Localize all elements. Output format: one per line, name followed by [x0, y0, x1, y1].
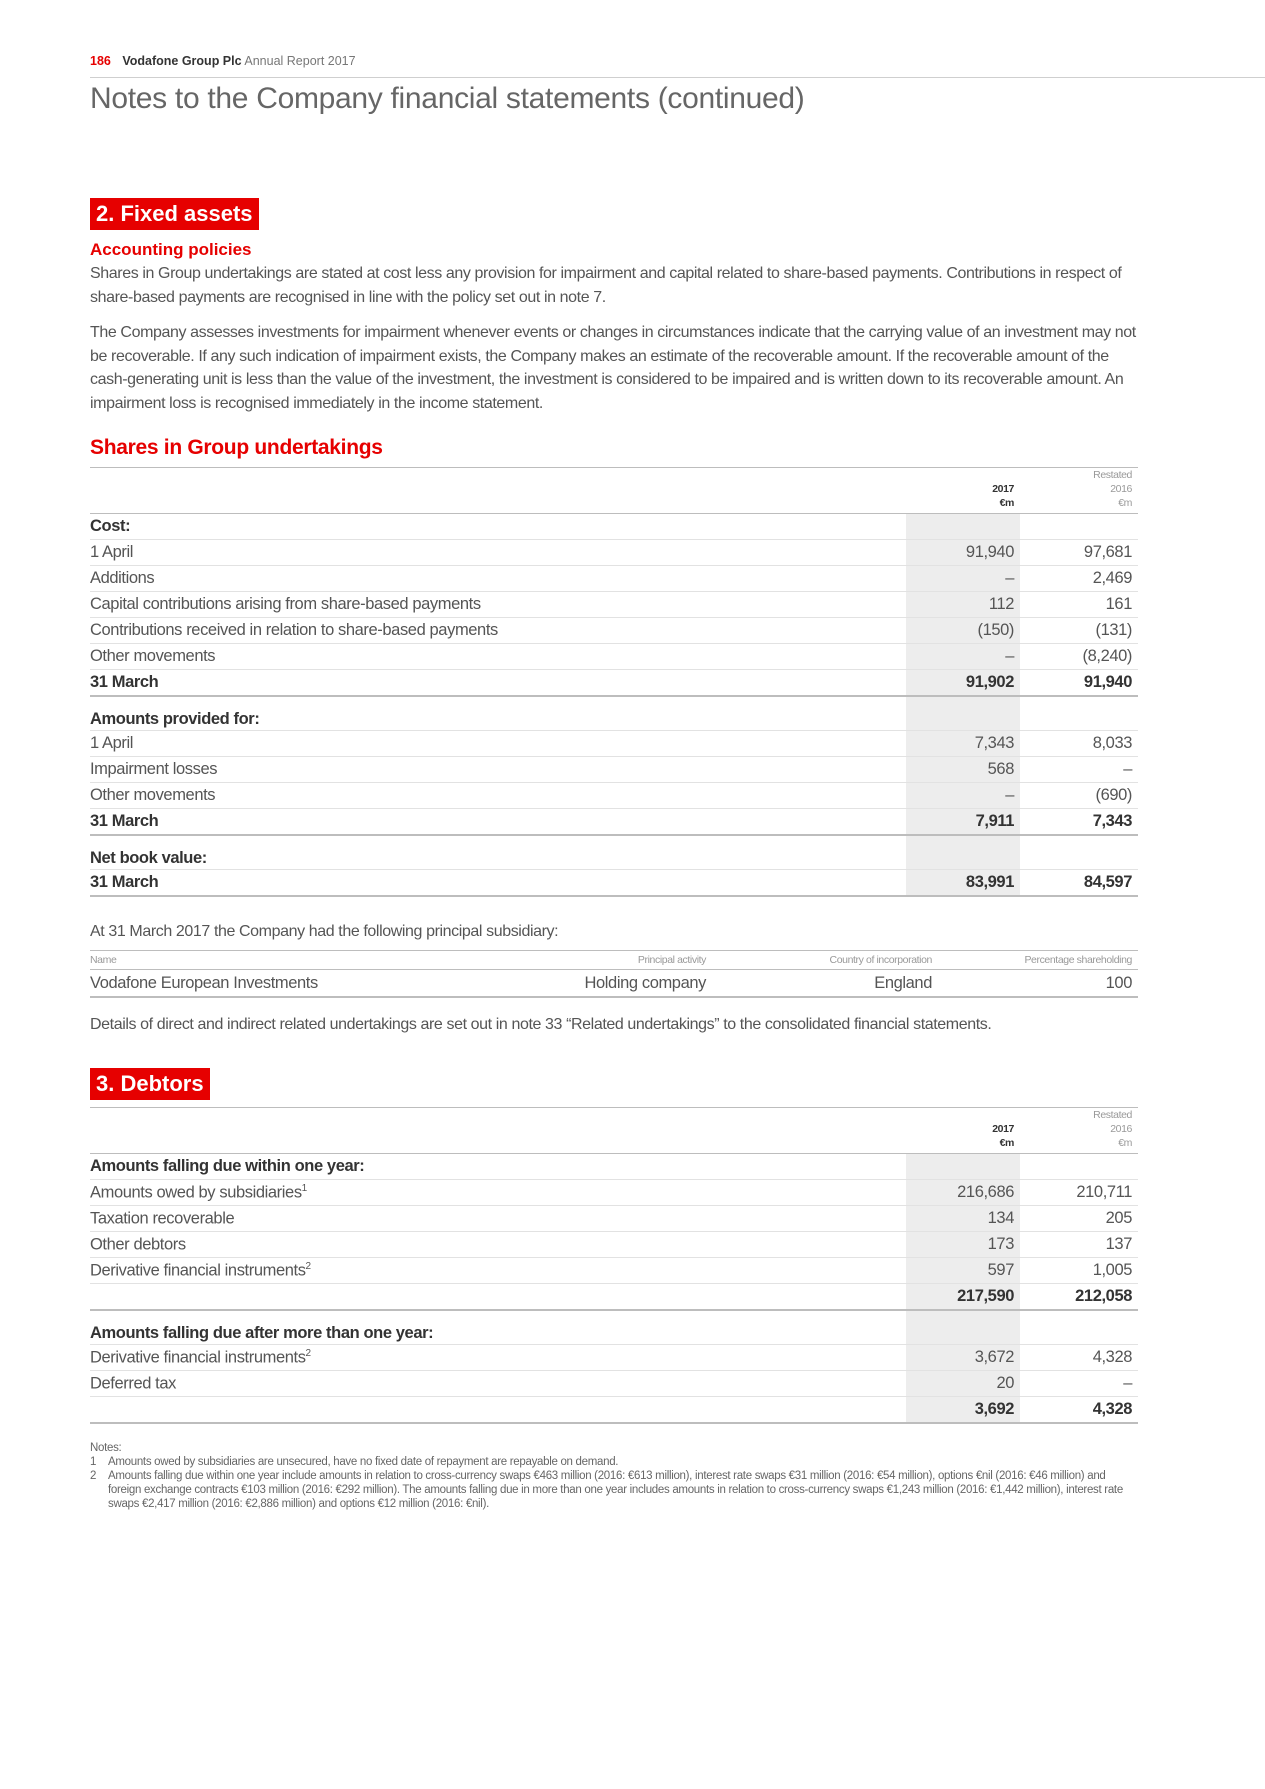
table-row: Additions – 2,469 [90, 566, 1138, 592]
shares-heading: Shares in Group undertakings [90, 436, 383, 459]
table-row: 1 April 91,940 97,681 [90, 540, 1138, 566]
table-row: Deferred tax 20 – [90, 1371, 1138, 1397]
table-total-row: 217,590 212,058 [90, 1284, 1138, 1311]
debtors-table [90, 1107, 1138, 1424]
note-item: 1 Amounts owed by subsidiaries are unsecured, have no fixed date of repayment are repayable on demand. [90, 1456, 619, 1468]
table-row: Impairment losses 568 – [90, 757, 1138, 783]
page-header [90, 54, 1265, 68]
report-name: Annual Report 2017 [244, 54, 356, 68]
table-row: Amounts owed by subsidiaries$^1$ 216,686 210,711 [90, 1180, 1138, 1206]
col-year-2017: 2017 [992, 483, 1014, 495]
col-restated: Restated [1093, 469, 1132, 481]
note-item: 2 Amounts falling due within one year include amounts in relation to cross-currency swaps €463 million (2016: €613 million), interest rate swaps €31 million (2016: €54 million), options €nil (2016: €46 million) and foreign exchange contracts €103 million (2016: €292 million). The amounts falling due in more than one year includes amounts in relation to cross-currency swaps €1,243 million (2016: €1,442 million), interest rate swaps €2,417 million (2016: €2,886 million) and options €12 million (2016: €nil). [90, 1470, 1123, 1510]
notes-heading: Notes: [90, 1442, 122, 1454]
section-title-debtors: 3. Debtors [90, 1068, 210, 1100]
table-row: Amounts provided for: [90, 696, 1138, 731]
subsidiary-table [90, 950, 1138, 998]
table-total-row: 31 March 83,991 84,597 [90, 870, 1138, 897]
table-row: Other debtors 173 137 [90, 1232, 1138, 1258]
table-row: Net book value: [90, 835, 1138, 870]
table-row: Amounts falling due after more than one year: [90, 1310, 1138, 1345]
table-total-row: 31 March 91,902 91,940 [90, 670, 1138, 697]
table-total-row: 31 March 7,911 7,343 [90, 809, 1138, 836]
table-row: 1 April 7,343 8,033 [90, 731, 1138, 757]
related-undertakings-text: Details of direct and indirect related undertakings are set out in note 33 “Related undertakings” to the consolidated financial statements. [90, 1016, 992, 1033]
table-row: Taxation recoverable 134 205 [90, 1206, 1138, 1232]
table-row: Cost: [90, 514, 1138, 540]
company-name: Vodafone Group Plc [122, 54, 242, 68]
notes [90, 1441, 1138, 1511]
subsidiary-intro: At 31 March 2017 the Company had the following principal subsidiary: [90, 923, 559, 940]
policy-paragraph-2: The Company assesses investments for impairment whenever events or changes in circumstances indicate that the carrying value of an investment may not be recoverable. If any such indication of impairment exists, the Company makes an estimate of the recoverable amount. If the recoverable amount of the cash-generating unit is less than the value of the investment, the investment is considered to be impaired and is written down to its recoverable amount. An impairment loss is recognised immediately in the income statement. [90, 324, 1136, 412]
section-title-fixed-assets: 2. Fixed assets [90, 198, 259, 230]
accounting-policies-heading: Accounting policies [90, 240, 252, 259]
table-row: Derivative financial instruments$^2$ 3,672 4,328 [90, 1345, 1138, 1371]
table-total-row: 3,692 4,328 [90, 1397, 1138, 1424]
table-header-row [90, 468, 1138, 514]
page-title: Notes to the Company financial statements (continued) [90, 82, 805, 115]
table-row: Other movements – (8,240) [90, 644, 1138, 670]
page-number: 186 [90, 54, 111, 68]
col-year-2016: 2016 [1110, 483, 1132, 495]
table-header-row: Name Principal activity Country of incorporation Percentage shareholding [90, 951, 1138, 970]
table-row: Derivative financial instruments$^2$ 597 1,005 [90, 1258, 1138, 1284]
table-row: Amounts falling due within one year: [90, 1154, 1138, 1180]
policy-paragraph-1: Shares in Group undertakings are stated at cost less any provision for impairment and capital related to share-based payments. Contributions in respect of share-based payments are recognised in line with the policy set out in note 7. [90, 265, 1122, 306]
table-row: Vodafone European Investments Holding company England 100 [90, 970, 1138, 998]
col-unit-2017: €m [999, 497, 1014, 509]
col-unit-2016: €m [1118, 497, 1132, 509]
table-header-row: 2017 €m Restated 2016 €m [90, 1108, 1138, 1154]
header-rule [90, 77, 1265, 78]
shares-table [90, 467, 1138, 897]
table-row: Capital contributions arising from share-based payments 112 161 [90, 592, 1138, 618]
table-row: Contributions received in relation to share-based payments (150) (131) [90, 618, 1138, 644]
table-row: Other movements – (690) [90, 783, 1138, 809]
